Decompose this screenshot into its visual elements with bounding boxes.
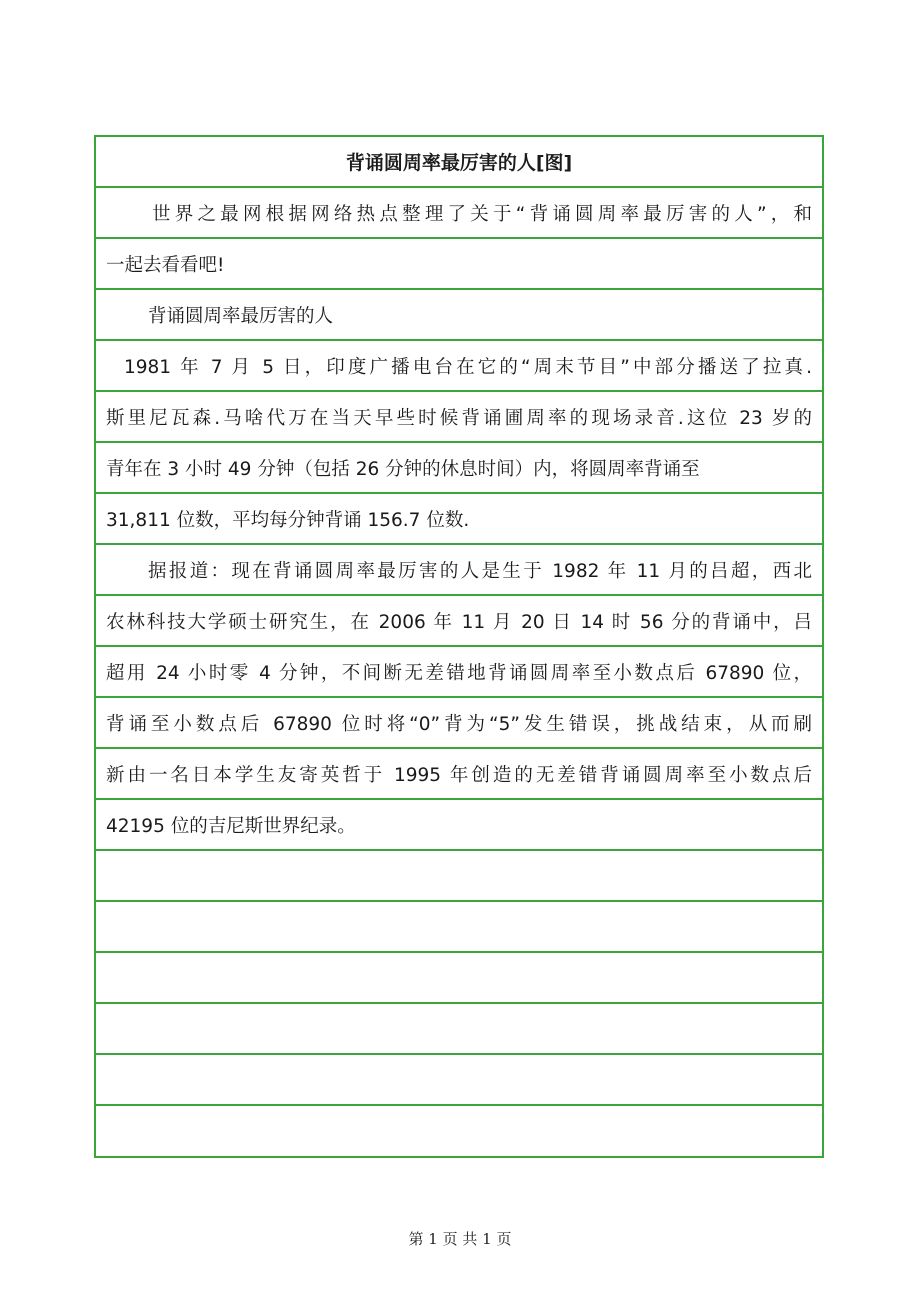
text-line: 斯里尼瓦森.马啥代万在当天早些时候背诵圃周率的现场录音.这位 23 岁的 [96, 392, 822, 443]
document-table [94, 135, 824, 1158]
text-line: 新由一名日本学生友寄英哲于 1995 年创造的无差错背诵圆周率至小数点后 [96, 749, 822, 800]
text-line: 一起去看看吧! [96, 239, 822, 290]
empty-line [96, 1004, 822, 1055]
text-line: 青年在 3 小时 49 分钟（包括 26 分钟的休息时间）内，将圆周率背诵至 [96, 443, 822, 494]
text-line: 据报道：现在背诵圆周率最厉害的人是生于 1982 年 11 月的吕超，西北 [96, 545, 822, 596]
text-line: 42195 位的吉尼斯世界纪录。 [96, 800, 822, 851]
empty-line [96, 1055, 822, 1106]
document-title: 背诵圆周率最厉害的人[图] [96, 137, 822, 188]
page-footer: 第 1 页 共 1 页 [408, 1230, 512, 1248]
text-line: 农林科技大学硕士研究生，在 2006 年 11 月 20 日 14 时 56 分的背诵中，吕 [96, 596, 822, 647]
empty-line [96, 1106, 822, 1156]
text-line: 1981 年 7 月 5 日，印度广播电台在它的“周末节目”中部分播送了拉真. [96, 341, 822, 392]
empty-line [96, 953, 822, 1004]
section-heading: 背诵圆周率最厉害的人 [96, 290, 822, 341]
empty-line [96, 851, 822, 902]
empty-line [96, 902, 822, 953]
text-line: 背诵至小数点后 67890 位时将“0”背为“5”发生错误，挑战结束，从而刷 [96, 698, 822, 749]
text-line: 世界之最网根据网络热点整理了关于“背诵圆周率最厉害的人”，和 [96, 188, 822, 239]
text-line: 31,811 位数，平均每分钟背诵 156.7 位数. [96, 494, 822, 545]
text-line: 超用 24 小时零 4 分钟，不间断无差错地背诵圆周率至小数点后 67890 位， [96, 647, 822, 698]
